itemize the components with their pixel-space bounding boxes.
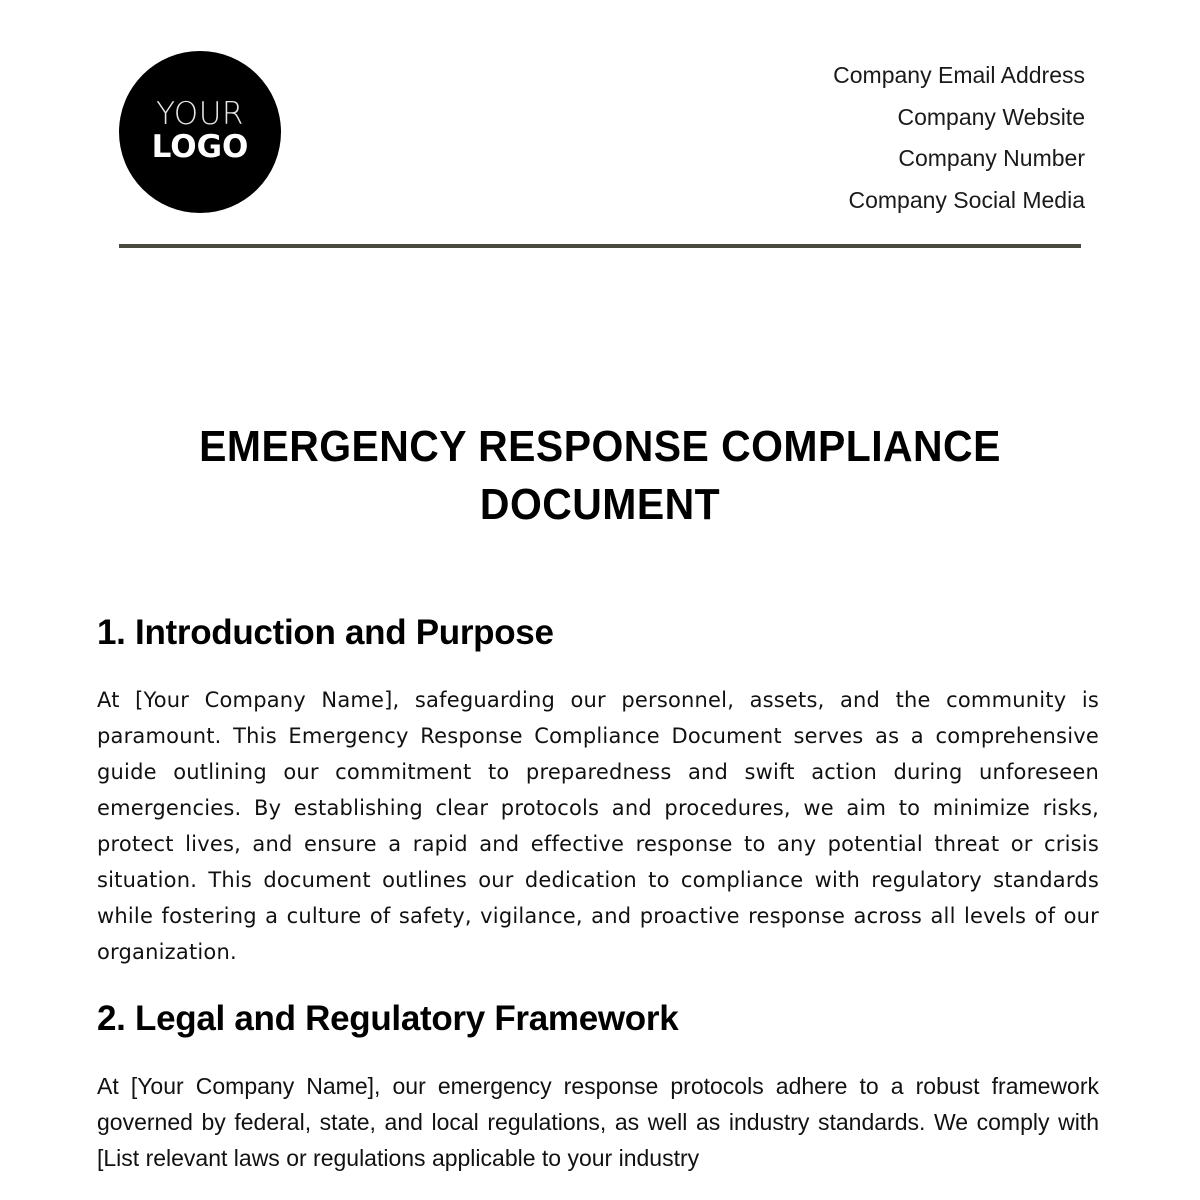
section-body: At [Your Company Name], our emergency response protocols adhere to a robust framework governed by federal, state, and local regulations, as well as industry standards. We comply with [List relevant laws or regulations applicable to your industry [97,1073,1099,1171]
company-logo [119,51,281,213]
section-body: At [Your Company Name], safeguarding our personnel, assets, and the community is paramount. This Emergency Response Compliance Document serves as a comprehensive guide outlining our commitment to preparedness and swift action during unforeseen emergencies. By establishing clear protocols and procedures, we aim to minimize risks, protect lives, and ensure a rapid and effective response to any potential threat or crisis situation. This document outlines our dedication to compliance with regulatory standards while fostering a culture of safety, vigilance, and proactive response across all levels of our organization. [97,688,1099,964]
section-introduction [97,612,1099,970]
section-legal-framework [97,998,1099,1176]
section-heading: 1. Introduction and Purpose [97,613,554,652]
logo-text-logo: LOGO [151,129,249,165]
company-email: Company Email Address [833,62,1085,88]
logo-text-your: YOUR [156,96,244,132]
company-website: Company Website [897,103,1085,130]
document-title: EMERGENCY RESPONSE COMPLIANCE DOCUMENT [199,422,1001,529]
header-divider [119,244,1081,248]
company-contact-block [833,55,1085,221]
section-heading: 2. Legal and Regulatory Framework [97,999,679,1038]
company-number: Company Number [898,145,1085,171]
company-social-media: Company Social Media [848,186,1085,213]
